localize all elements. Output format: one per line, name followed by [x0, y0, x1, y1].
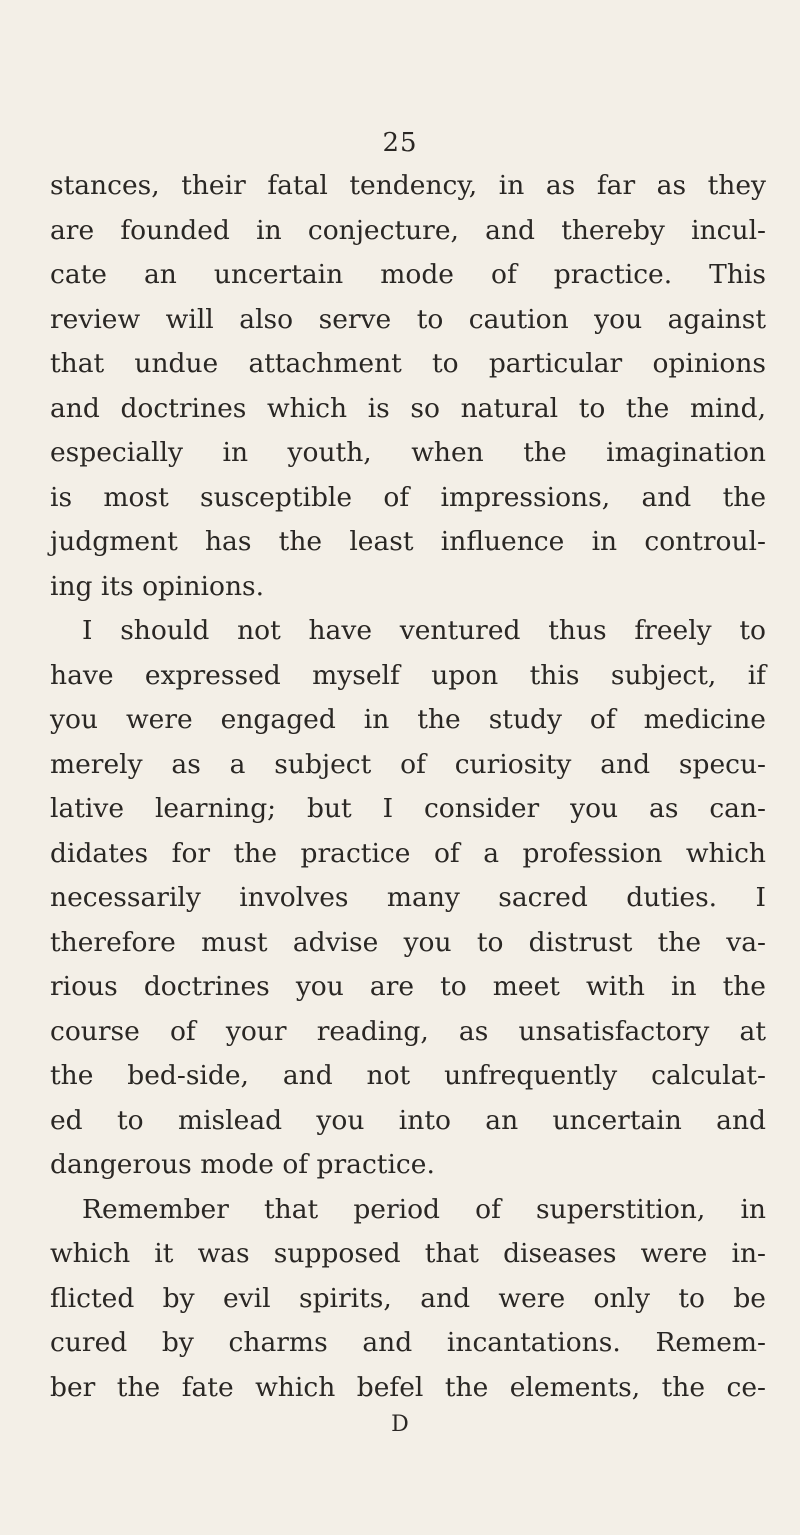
- text-line: necessarily involves many sacred duties. I: [50, 882, 766, 913]
- paragraph-start-line: I should not have ventured thus freely to: [82, 615, 766, 646]
- text-line: the bed-side, and not unfrequently calculat-: [50, 1060, 766, 1091]
- page-number: 25: [382, 128, 418, 158]
- signature-mark: D: [391, 1412, 409, 1437]
- text-line: therefore must advise you to distrust the va-: [50, 926, 766, 958]
- text-line: rious doctrines you are to meet with in the: [50, 971, 766, 1002]
- text-line: is most susceptible of impressions, and the: [50, 481, 766, 513]
- paragraph-end-line: ing its opinions.: [50, 570, 265, 602]
- text-line: cured by charms and incantations. Remem-: [50, 1327, 766, 1358]
- text-line: didates for the practice of a profession which: [50, 837, 766, 869]
- body-text: [50, 164, 766, 1410]
- text-line: ed to mislead you into an uncertain and: [50, 1104, 766, 1136]
- text-line: and doctrines which is so natural to the mind,: [50, 392, 766, 424]
- text-line: judgment has the least influence in controul-: [50, 526, 766, 557]
- text-line: you were engaged in the study of medicine: [50, 704, 766, 735]
- text-line: lative learning; but I consider you as can-: [50, 793, 766, 824]
- text-line: flicted by evil spirits, and were only to be: [50, 1282, 766, 1314]
- text-line: that undue attachment to particular opinions: [50, 348, 766, 379]
- text-line: especially in youth, when the imagination: [50, 437, 766, 468]
- text-line: course of your reading, as unsatisfactory at: [50, 1015, 766, 1047]
- text-line: have expressed myself upon this subject, if: [50, 659, 766, 691]
- paragraph-end-line: dangerous mode of practice.: [50, 1149, 435, 1180]
- text-line: merely as a subject of curiosity and specu-: [50, 748, 766, 780]
- text-line: which it was supposed that diseases were in-: [50, 1238, 766, 1269]
- text-line: ber the fate which befel the elements, the ce-: [50, 1371, 766, 1403]
- text-line: review will also serve to caution you against: [50, 303, 766, 335]
- text-line: stances, their fatal tendency, in as far as they: [50, 170, 766, 201]
- paragraph-start-line: Remember that period of superstition, in: [82, 1193, 766, 1225]
- text-line: are founded in conjecture, and thereby incul-: [50, 214, 766, 246]
- text-line: cate an uncertain mode of practice. This: [50, 259, 766, 290]
